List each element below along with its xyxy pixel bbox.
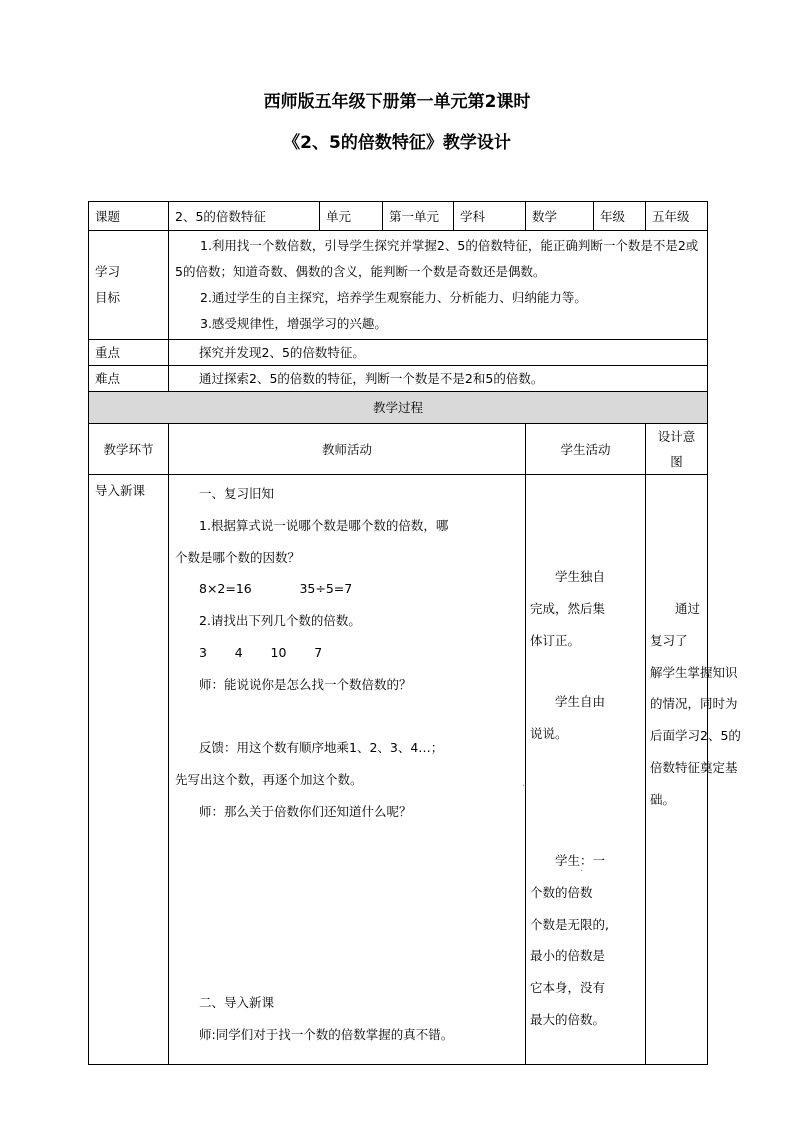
- student-activity: [526, 475, 646, 1065]
- student-line: 最大的倍数。: [530, 1011, 606, 1027]
- process-header: 教学过程: [89, 392, 708, 424]
- grade-label: 年级: [594, 202, 646, 231]
- student-line: 体订正。: [530, 632, 581, 648]
- stray-mark: ·: [522, 781, 526, 792]
- column-stage: 教学环节: [89, 424, 169, 475]
- subject-label: 学科: [454, 202, 526, 231]
- teacher-line: [175, 891, 521, 923]
- key-point-text: 探究并发现2、5的倍数特征。: [169, 340, 708, 366]
- process-header-row: [89, 392, 708, 424]
- teacher-line: 先写出这个数，再逐个加这个数。: [175, 772, 363, 788]
- goal-item: 3.感受规律性，增强学习的兴趣。: [200, 316, 387, 331]
- difficulty-row: [89, 366, 708, 392]
- student-line: 个数是无限的,: [530, 916, 609, 932]
- stage-cell: 导入新课: [89, 475, 169, 1065]
- stray-mark: ·: [580, 866, 584, 877]
- topic-label: 课题: [89, 202, 169, 231]
- student-line: 它本身，没有: [530, 980, 606, 996]
- student-line: 说说。: [530, 726, 568, 742]
- teacher-line: 反馈：用这个数有顺序地乘1、2、3、4…；: [199, 740, 444, 756]
- column-header-row: [89, 424, 708, 475]
- teacher-line: [175, 955, 521, 987]
- info-row: [89, 202, 708, 231]
- goal-item: 2.通过学生的自主探究，培养学生观察能力、分析能力、归纳能力等。: [200, 290, 587, 305]
- column-student: 学生活动: [526, 424, 646, 475]
- teacher-line: [175, 701, 521, 733]
- intent-line: 倍数特征奠定基: [650, 759, 738, 775]
- teacher-line: 3 4 10 7: [199, 644, 323, 660]
- unit-value: 第一单元: [383, 202, 454, 231]
- topic-value: 2、5的倍数特征: [169, 202, 320, 231]
- student-line: 学生：一: [555, 852, 606, 868]
- teacher-line: 1.根据算式说一说哪个数是哪个数的倍数，哪: [199, 517, 449, 533]
- grade-value: 五年级: [646, 202, 708, 231]
- teacher-line: 师:同学们对于找一个数的倍数掌握的真不错。: [199, 1026, 454, 1042]
- intent-line: 解学生掌握知识: [650, 664, 738, 680]
- student-line: 个数的倍数: [530, 884, 593, 900]
- key-point-row: [89, 340, 708, 366]
- teacher-line: [175, 860, 521, 892]
- column-teacher: 教师活动: [169, 424, 526, 475]
- goals-label: 学习 目标: [89, 231, 169, 340]
- student-line: 学生独自: [555, 569, 606, 584]
- teacher-activity: [169, 475, 526, 1065]
- intent-line: 后面学习2、5的: [650, 728, 741, 744]
- column-intent: 设计意图: [646, 424, 708, 475]
- teacher-line: 一、复习旧知: [199, 486, 275, 501]
- document-subtitle: 《2、5的倍数特征》教学设计: [283, 133, 511, 153]
- document-title: 西师版五年级下册第一单元第2课时: [263, 92, 531, 112]
- student-line: 最小的倍数是: [530, 948, 606, 964]
- teacher-line: 个数是哪个数的因数？: [175, 549, 301, 565]
- intent-line: 通过复习了: [650, 601, 701, 648]
- intent-line: 础。: [650, 791, 676, 807]
- lesson-plan-table: [88, 201, 741, 1065]
- goals-row: [89, 231, 708, 340]
- teacher-line: 2.请找出下列几个数的倍数。: [199, 613, 361, 629]
- teacher-line: 二、导入新课: [199, 994, 275, 1010]
- key-point-label: 重点: [89, 340, 169, 366]
- lesson-row: [89, 475, 708, 1065]
- intent-line: 的情况，同时为: [650, 696, 738, 712]
- teacher-line: 师：能说说你是怎么找一个数倍数的？: [199, 676, 412, 692]
- goal-item: 1.利用找一个数倍数，引导学生探究并掌握2、5的倍数特征，能正确判断一个数是不是2或5的倍数；知道奇数、偶数的含义，能判断一个数是奇数还是偶数。: [175, 238, 699, 279]
- teacher-line: 师：那么关于倍数你们还知道什么呢？: [199, 803, 412, 819]
- student-line: 学生自由: [555, 694, 606, 710]
- teacher-line: [175, 923, 521, 955]
- unit-label: 单元: [320, 202, 383, 231]
- teacher-line: 8×2=16 35÷5=7: [199, 581, 353, 597]
- design-intent: [646, 475, 741, 1065]
- difficulty-label: 难点: [89, 366, 169, 392]
- teacher-line: [175, 828, 521, 860]
- difficulty-text: 通过探索2、5的倍数的特征，判断一个数是不是2和5的倍数。: [169, 366, 708, 392]
- subject-value: 数学: [526, 202, 594, 231]
- student-line: 完成，然后集: [530, 600, 606, 616]
- goals-content: [169, 231, 708, 340]
